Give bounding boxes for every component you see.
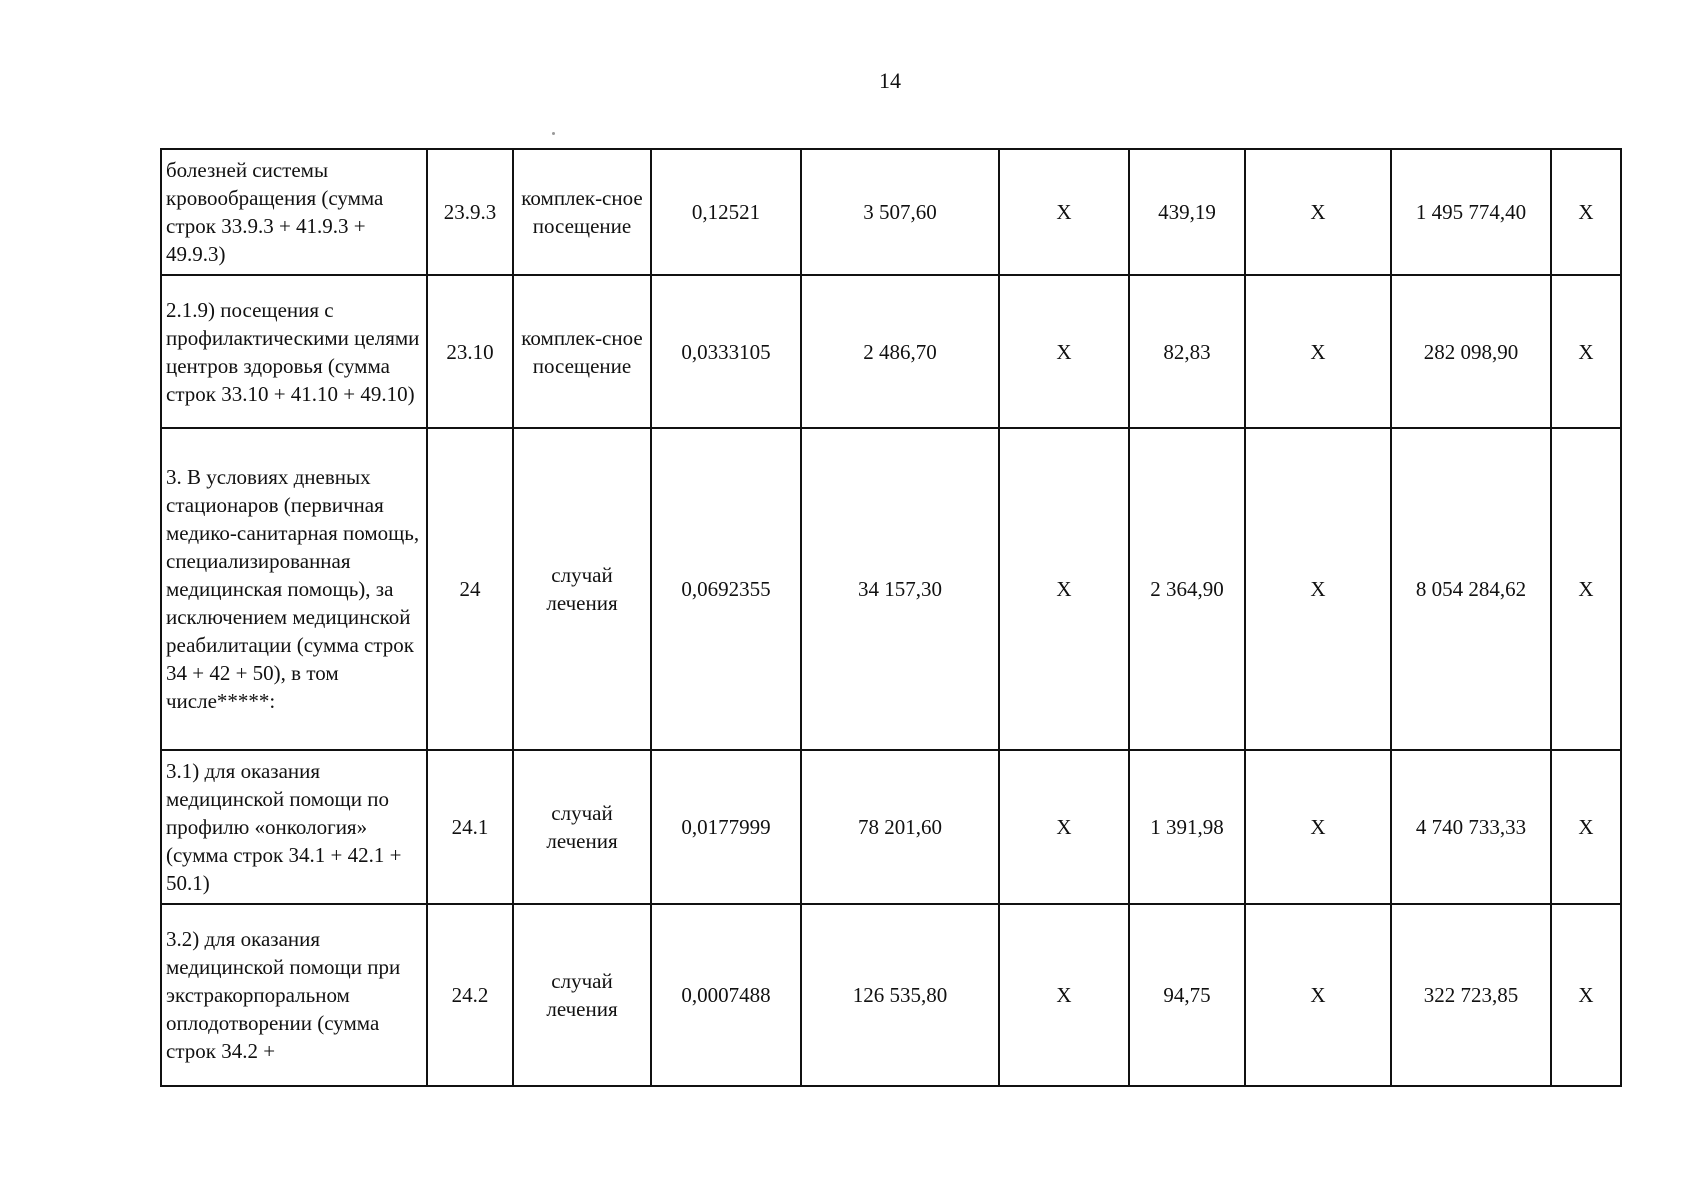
x-cell: X (999, 428, 1129, 750)
x-cell: X (999, 149, 1129, 275)
row-name-cell: 2.1.9) посещения с профилактическими целями центров здоровья (сумма строк 33.10 + 41.10 + 49.10) (161, 275, 427, 428)
total-cell: 4 740 733,33 (1391, 750, 1551, 904)
x-cell: X (1551, 149, 1621, 275)
row-number-cell: 24.1 (427, 750, 513, 904)
row-number-cell: 23.10 (427, 275, 513, 428)
unit-cell: случай лечения (513, 904, 651, 1086)
x-cell: X (1245, 275, 1391, 428)
data-table (160, 148, 1622, 1087)
cost-cell: 3 507,60 (801, 149, 999, 275)
volume-cell: 0,0333105 (651, 275, 801, 428)
cost-cell: 2 486,70 (801, 275, 999, 428)
x-cell: X (1245, 904, 1391, 1086)
row-number-cell: 24 (427, 428, 513, 750)
row-number-cell: 24.2 (427, 904, 513, 1086)
unit-cell: случай лечения (513, 428, 651, 750)
x-cell: X (1551, 750, 1621, 904)
x-cell: X (999, 904, 1129, 1086)
per-capita-cell: 2 364,90 (1129, 428, 1245, 750)
row-name-cell: 3. В условиях дневных стационаров (первичная медико-санитарная помощь, специализированная медицинская помощь), за исключением медицинской реабилитации (сумма строк 34 + 42 + 50), в том числе*****: (161, 428, 427, 750)
x-cell: X (999, 750, 1129, 904)
total-cell: 322 723,85 (1391, 904, 1551, 1086)
volume-cell: 0,0692355 (651, 428, 801, 750)
x-cell: X (1551, 904, 1621, 1086)
scan-speck (552, 132, 555, 135)
row-name-cell: 3.1) для оказания медицинской помощи по профилю «онкология» (сумма строк 34.1 + 42.1 + 50.1) (161, 750, 427, 904)
cost-cell: 126 535,80 (801, 904, 999, 1086)
volume-cell: 0,0007488 (651, 904, 801, 1086)
total-cell: 8 054 284,62 (1391, 428, 1551, 750)
x-cell: X (1245, 149, 1391, 275)
unit-cell: комплек-сное посещение (513, 275, 651, 428)
table-row (161, 428, 1621, 750)
page-number: 14 (879, 68, 901, 93)
x-cell: X (999, 275, 1129, 428)
row-number-cell: 23.9.3 (427, 149, 513, 275)
table-row (161, 904, 1621, 1086)
volume-cell: 0,12521 (651, 149, 801, 275)
unit-cell: комплек-сное посещение (513, 149, 651, 275)
row-name-cell: 3.2) для оказания медицинской помощи при экстракорпоральном оплодотворении (сумма строк 34.2 + (161, 904, 427, 1086)
unit-cell: случай лечения (513, 750, 651, 904)
x-cell: X (1551, 428, 1621, 750)
table-row (161, 750, 1621, 904)
x-cell: X (1551, 275, 1621, 428)
row-name-cell: болезней системы кровообращения (сумма строк 33.9.3 + 41.9.3 + 49.9.3) (161, 149, 427, 275)
total-cell: 282 098,90 (1391, 275, 1551, 428)
cost-cell: 34 157,30 (801, 428, 999, 750)
table-row (161, 149, 1621, 275)
volume-cell: 0,0177999 (651, 750, 801, 904)
per-capita-cell: 94,75 (1129, 904, 1245, 1086)
x-cell: X (1245, 750, 1391, 904)
total-cell: 1 495 774,40 (1391, 149, 1551, 275)
per-capita-cell: 82,83 (1129, 275, 1245, 428)
cost-cell: 78 201,60 (801, 750, 999, 904)
x-cell: X (1245, 428, 1391, 750)
per-capita-cell: 439,19 (1129, 149, 1245, 275)
table-row (161, 275, 1621, 428)
per-capita-cell: 1 391,98 (1129, 750, 1245, 904)
